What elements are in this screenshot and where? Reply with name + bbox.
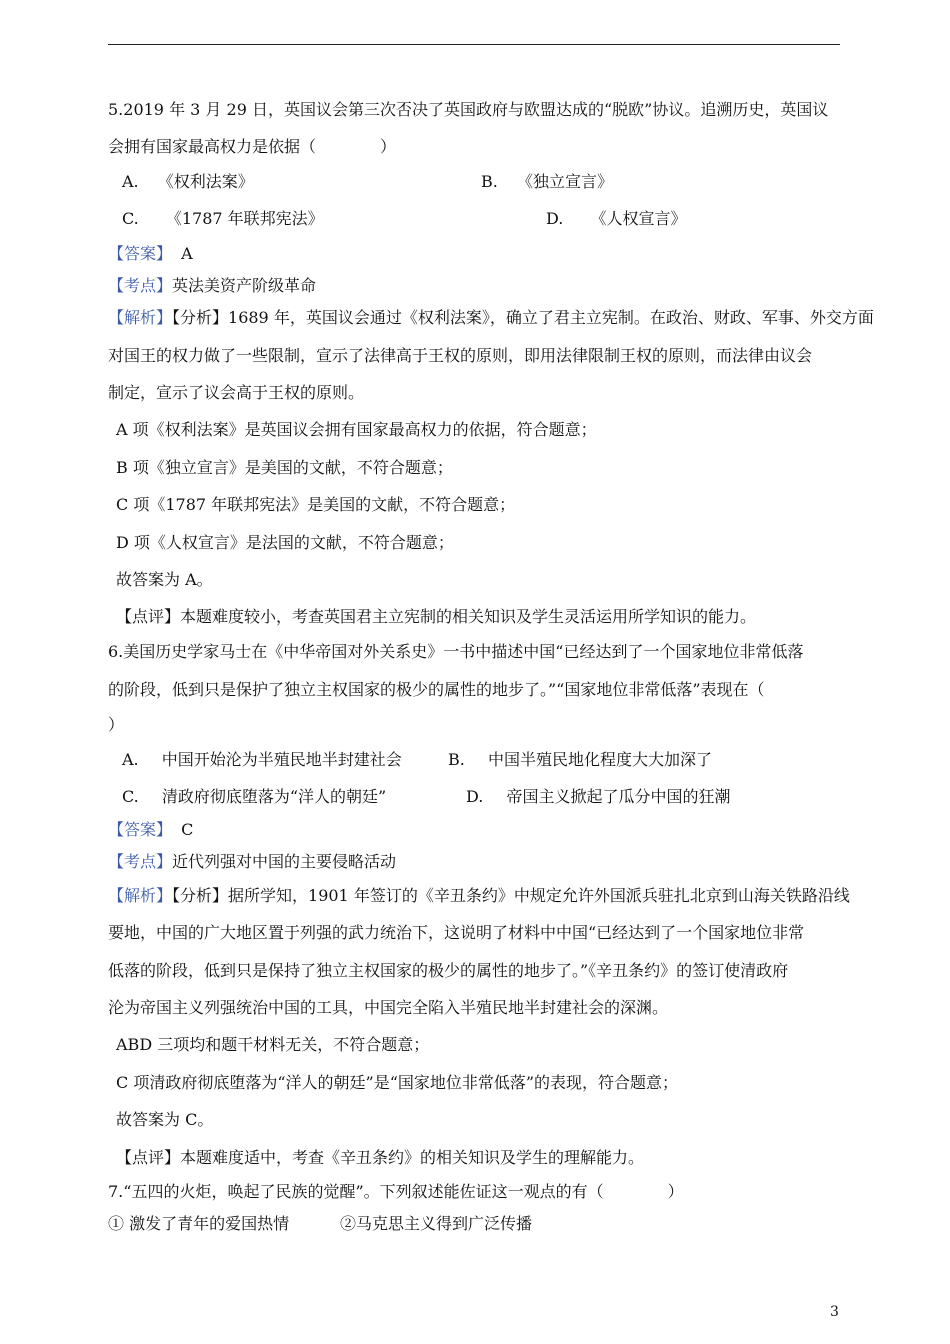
q6-option-c [122,786,386,808]
q6-option-a [122,749,402,771]
q5-conclusion: 故答案为 A。 [116,570,213,589]
q5-analysis-text-1: 【分析】1689 年，英国议会通过《权利法案》，确立了君主立宪制。在政治、财政、军事、外交方面 [172,308,874,327]
q5-item-b: B 项《独立宣言》是美国的文献，不符合题意； [116,458,453,477]
q5-item-a: A 项《权利法案》是英国议会拥有国家最高权力的依据，符合题意； [116,420,597,439]
q7-statement-2: ②马克思主义得到广泛传播 [340,1214,533,1233]
q5-option-c-text: 《1787 年联邦宪法》 [165,209,324,228]
q5-option-a-text: 《权利法案》 [157,172,254,191]
q6-option-a-text: 中国开始沦为半殖民地半封建社会 [161,750,402,769]
q5-option-b [481,171,613,193]
q6-analysis-text-1: 【分析】据所学知，1901 年签订的《辛丑条约》中规定允许外国派兵驻扎北京到山海关铁路沿线 [172,886,850,905]
q6-answer-value: C [181,820,194,839]
q6-option-b [448,749,712,771]
q5-option-a [122,171,254,193]
q5-item-c: C 项《1787 年联邦宪法》是美国的文献，不符合题意； [116,495,516,514]
q5-stem-line-1: 5.2019 年 3 月 29 日，英国议会第三次否决了英国政府与欧盟达成的“脱欧”协议。追溯历史，英国议 [108,100,829,119]
q6-analysis-line-4: 沦为帝国主义列强统治中国的工具，中国完全陷入半殖民地半封建社会的深渊。 [108,998,669,1017]
q5-option-d [546,208,686,230]
q5-answer [108,243,193,265]
q5-option-d-text: 《人权宣言》 [590,209,687,228]
q5-analysis-line-1 [108,307,874,329]
q5-point-value: 英法美资产阶级革命 [172,276,317,295]
q6-stem-line-1: 6.美国历史学家马士在《中华帝国对外关系史》一书中描述中国“已经达到了一个国家地位非常低落 [108,642,804,661]
q6-option-d-key: D. [466,787,484,806]
q6-item-c: C 项清政府彻底堕落为“洋人的朝廷”是“国家地位非常低落”的表现，符合题意； [116,1073,679,1092]
q5-option-b-key: B. [481,172,498,191]
q6-option-d [466,786,730,808]
q6-stem-line-3: ） [108,715,125,734]
q5-analysis-line-2: 对国王的权力做了一些限制，宣示了法律高于王权的原则，即用法律限制王权的原则，而法律由议会 [108,346,813,365]
q6-answer-tag: 【答案】 [108,820,173,839]
q5-analysis-tag: 【解析】 [108,308,173,327]
q7-statement-1: ① 激发了青年的爱国热情 [108,1214,290,1233]
page-number: 3 [830,1304,839,1320]
q5-stem-line-2: 会拥有国家最高权力是依据（ ） [108,137,397,156]
q6-analysis-tag: 【解析】 [108,886,173,905]
q6-conclusion: 故答案为 C。 [116,1110,214,1129]
q6-point-value: 近代列强对中国的主要侵略活动 [172,852,397,871]
q5-option-b-text: 《独立宣言》 [516,172,613,191]
q5-item-d: D 项《人权宣言》是法国的文献，不符合题意； [116,533,454,552]
q7-stem: 7.“五四的火炬，唤起了民族的觉醒”。下列叙述能佐证这一观点的有（ ） [108,1182,684,1201]
q6-analysis-line-3: 低落的阶段，低到只是保持了独立主权国家的极少的属性的地步了。”《辛丑条约》的签订使清政府 [108,961,789,980]
q5-point-tag: 【考点】 [108,276,173,295]
q6-comment: 【点评】本题难度适中，考查《辛丑条约》的相关知识及学生的理解能力。 [116,1148,645,1167]
q6-point-tag: 【考点】 [108,852,173,871]
q6-point [108,851,396,873]
q6-option-b-key: B. [448,750,465,769]
q5-option-d-key: D. [546,209,564,228]
q6-answer [108,819,193,841]
q5-answer-tag: 【答案】 [108,244,173,263]
q6-analysis-line-1 [108,885,850,907]
q6-option-b-text: 中国半殖民地化程度大大加深了 [487,750,712,769]
q6-stem-line-2: 的阶段，低到只是保护了独立主权国家的极少的属性的地步了。”“国家地位非常低落”表现在（ [108,680,765,699]
q5-option-a-key: A. [122,172,139,191]
q5-option-c [122,208,324,230]
header-rule [108,44,840,45]
q5-option-c-key: C. [122,209,139,228]
q6-option-c-key: C. [122,787,139,806]
q5-analysis-line-3: 制定，宣示了议会高于王权的原则。 [108,383,365,402]
q5-comment: 【点评】本题难度较小，考查英国君主立宪制的相关知识及学生灵活运用所学知识的能力。 [116,607,757,626]
q6-item-abd: ABD 三项均和题干材料无关，不符合题意； [116,1035,430,1054]
q6-analysis-line-2: 要地，中国的广大地区置于列强的武力统治下，这说明了材料中中国“已经达到了一个国家地位非常 [108,923,805,942]
q5-point [108,275,316,297]
q6-option-a-key: A. [122,750,139,769]
q6-option-c-text: 清政府彻底堕落为“洋人的朝廷” [161,787,387,806]
q5-answer-value: A [181,244,193,263]
q6-option-d-text: 帝国主义掀起了瓜分中国的狂潮 [506,787,731,806]
